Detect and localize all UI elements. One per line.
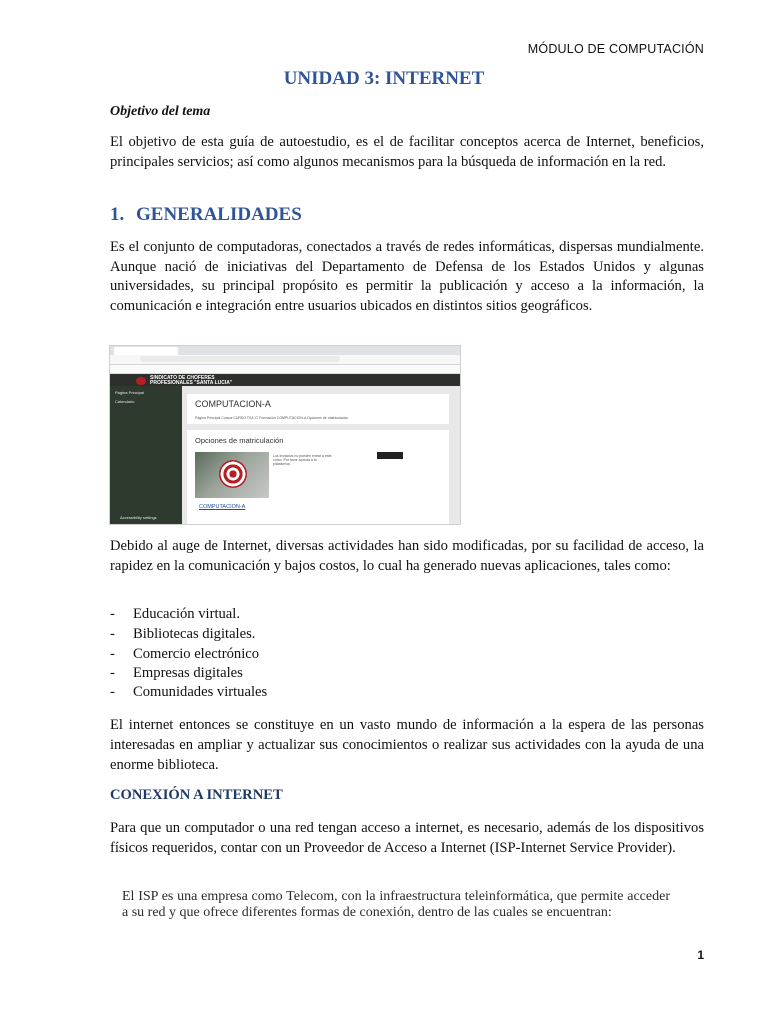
- site-main: [182, 386, 460, 524]
- list-item: Bibliotecas digitales.: [133, 626, 256, 642]
- section-number: 1.: [110, 204, 125, 225]
- course-link: COMPUTACION-A: [199, 504, 246, 510]
- course-header-card: [187, 394, 449, 424]
- site-name-line1: SINDICATO DE CHOFERES: [150, 375, 215, 381]
- isp-quote: El ISP es una empresa como Telecom, con la infraestructura teleinformática, que permite acceder a su red y que ofrece diferentes formas de conexión, dentro de las cuales se encuentran:: [122, 889, 670, 920]
- list-item: Empresas digitales: [133, 665, 243, 681]
- paragraph-text: Para que un computador o una red tengan acceso a internet, es necesario, además de los dispositivos físicos requeridos, contar con un Proveedor de Acceso a Internet (ISP-Internet Service Provider).: [110, 820, 704, 856]
- sidebar-item-home: Página Principal: [115, 390, 144, 395]
- list-marker: -: [110, 626, 115, 642]
- connection-paragraph: [110, 818, 704, 858]
- course-title: COMPUTACION-A: [195, 399, 271, 409]
- browser-address-bar: [110, 355, 460, 365]
- section-title: GENERALIDADES: [136, 204, 302, 225]
- paragraph-text: Es el conjunto de computadoras, conectados a través de redes informáticas, dispersas mundialmente. Aunque nació de iniciativas del Departamento de Defensa de los Estados Unidos y algunas universidades, su principal propósito es permitir la publicación y acceso a la información, la comunicación e integración entre usuarios ubicados en distintos sitios geográficos.: [110, 239, 704, 314]
- list-marker: -: [110, 684, 115, 700]
- browser-tab-bar: [110, 346, 460, 355]
- objective-paragraph: [110, 133, 704, 172]
- generalidades-paragraph-2: [110, 537, 704, 576]
- objective-heading: Objetivo del tema: [110, 104, 211, 119]
- course-image: [195, 452, 269, 498]
- site-name-line2: PROFESIONALES "SANTA LUCIA": [150, 380, 233, 386]
- site-logo-icon: [136, 377, 146, 385]
- connection-heading: CONEXIÓN A INTERNET: [110, 787, 283, 803]
- list-marker: -: [110, 665, 115, 681]
- objective-text: El objetivo de esta guía de autoestudio, es el de facilitar conceptos acerca de Internet, beneficios, principales servicios; así como algunos mecanismos para la búsqueda de información en la red.: [110, 134, 704, 170]
- site-sidebar: [110, 386, 182, 524]
- list-item: Educación virtual.: [133, 606, 240, 622]
- list-item: Comunidades virtuales: [133, 684, 268, 700]
- target-logo-icon: [219, 460, 247, 488]
- section-heading: [110, 204, 704, 226]
- embedded-screenshot: [109, 345, 461, 525]
- list-marker: -: [110, 646, 115, 662]
- running-header: MÓDULO DE COMPUTACIÓN: [527, 42, 704, 56]
- paragraph-text: Debido al auge de Internet, diversas actividades han sido modificadas, por su facilidad de acceso, la rapidez en la comunicación y bajos costos, lo cual ha generado nuevas aplicaciones, tales como:: [110, 538, 704, 574]
- enrol-title: Opciones de matriculación: [195, 436, 284, 445]
- enrol-card: [187, 430, 449, 525]
- unit-title: UNIDAD 3: INTERNET: [283, 68, 485, 89]
- bookmarks-bar: [110, 365, 460, 374]
- list-item: Comercio electrónico: [133, 646, 260, 662]
- enrol-text: Los invitados no pueden entrar a este curso. Por favor acceda a la plataforma.: [273, 454, 332, 466]
- url-box: [140, 356, 340, 362]
- sidebar-footer: Accessibility settings: [120, 515, 157, 520]
- generalidades-paragraph-3: [110, 715, 704, 775]
- sidebar-item-calendar: Calendario: [115, 399, 135, 404]
- list-marker: -: [110, 606, 115, 622]
- course-breadcrumb: Página Principal Cursos CURSO TSA 'C' Formación COMPUTACION-A Opciones de matriculación: [195, 416, 349, 420]
- browser-tab: [114, 347, 178, 355]
- site-name: [150, 376, 232, 386]
- paragraph-text: El internet entonces se constituye en un vasto mundo de información a la espera de las personas interesadas en ampliar y actualizar sus conocimientos o realizar sus actividades con la ayuda de una enorme biblioteca.: [110, 717, 704, 773]
- page-number: 1: [697, 948, 704, 962]
- generalidades-paragraph-1: [110, 238, 704, 316]
- continue-button: [377, 452, 403, 459]
